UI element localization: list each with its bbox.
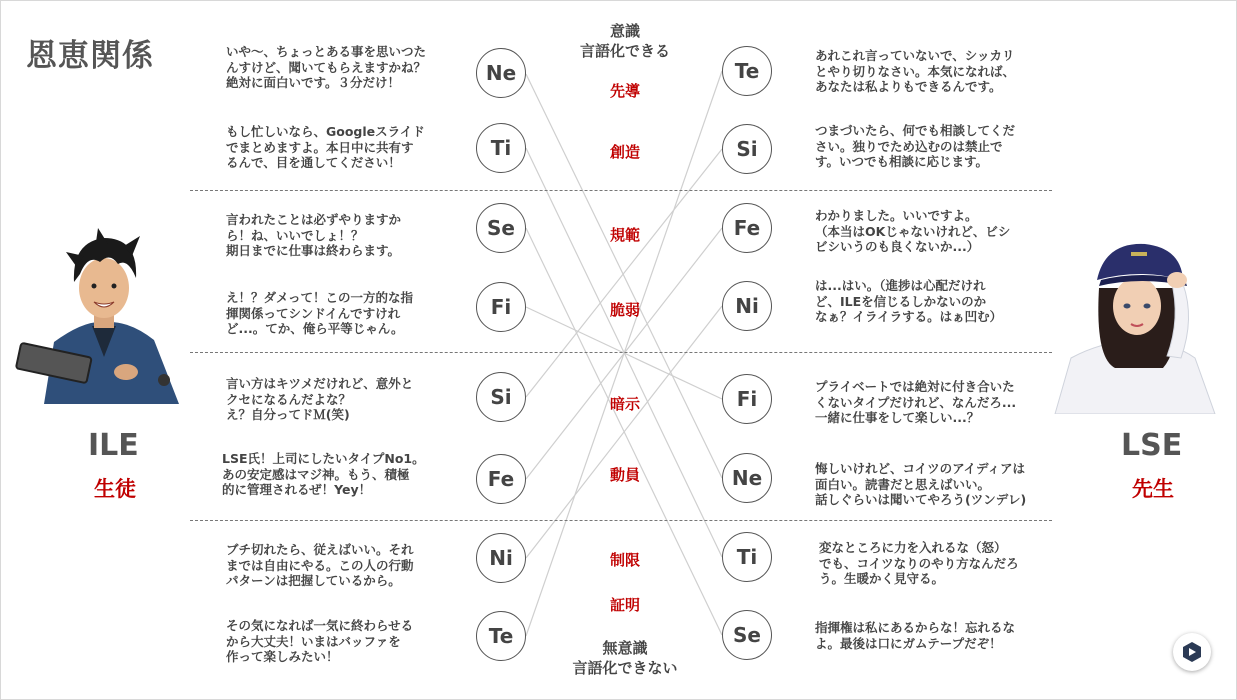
left-type-name: ILE [88,428,139,463]
girl-illustration [1045,228,1223,414]
left-quote-ti: もし忙しいなら、Googleスライド でまとめますよ。本日中に共有す るんで、目を通してください！ [226,124,425,170]
left-function-ti: Ti [476,123,526,173]
separator-line-3 [190,520,1052,521]
left-function-fi: Fi [476,282,526,332]
left-quote-si: 言い方はキツメだけれど、意外と クセになるんだよな？ え？自分ってドＭ(笑) [226,376,414,422]
nonverbal-label: 言語化できない [572,659,678,677]
right-function-se: Se [722,610,772,660]
right-function-si: Si [722,124,772,174]
right-type-name: LSE [1121,428,1183,463]
left-role-label: 生徒 [94,477,136,501]
label-ignoring: 制限 [609,551,640,569]
left-quote-fe: LSE氏！上司にしたいタイプNo1。 あの安定感はマジ神。もう、積極 的に管理されるぜ！Yey！ [222,451,425,497]
left-quote-te: その気になれば一気に終わらせる から大丈夫！いまはバッファを 作って楽しみたい！ [226,618,414,664]
label-role: 規範 [609,226,640,244]
presentation-logo-icon[interactable] [1173,633,1211,671]
label-suggestive: 暗示 [609,395,640,413]
left-quote-ne: いや〜、ちょっとある事を思いつた んすけど、聞いてもらえますかね？ 絶対に面白いです。３分だけ！ [226,44,427,90]
right-quote-te: あれこれ言っていないで、シッカリ とやり切りなさい。本気になれば、 あなたは私よりもできるんです。 [815,48,1016,94]
left-quote-fi: え！？ダメって！この一方的な指 揮関係ってシンドイんですけれ ど...。てか、俺ら平等じゃん。 [226,290,414,336]
right-quote-ni: は...はい。（進捗は心配だけれ ど、ILEを信じるしかないのか なぁ？イライラする。はぁ凹む） [815,278,1003,324]
left-function-ne: Ne [476,48,526,98]
label-vulnerable: 脆弱 [609,301,640,319]
separator-line-1 [190,190,1052,191]
right-quote-fe: わかりました。いいですよ。 （本当はOKじゃないけれど、ビシ ビシいうのも良くないか...） [815,208,1011,254]
left-function-fe: Fe [476,454,526,504]
right-quote-ti: 変なところに力を入れるな（怒） でも、コイツなりのやり方なんだろ う。生暖かく見守る。 [819,540,1019,586]
right-function-te: Te [722,46,772,96]
line-si-si [526,149,722,397]
boy-illustration [14,222,190,404]
separator-line-2 [190,352,1052,353]
verbalizable-label: 言語化できる [579,42,670,60]
right-role-label: 先生 [1132,477,1174,501]
conscious-label: 意識 [609,22,640,40]
line-ne-ne [526,74,722,478]
right-quote-se: 指揮権は私にあるからな！忘れるな よ。最後は口にガムテープだぞ！ [815,620,1016,651]
right-quote-si: つまづいたら、何でも相談してくだ さい。独りでため込むのは禁止で す。いつでも相談に応じます。 [815,123,1016,169]
label-leading: 先導 [609,82,640,100]
label-creative: 創造 [609,143,640,161]
right-function-fi: Fi [722,374,772,424]
left-function-ni: Ni [476,533,526,583]
right-function-ni: Ni [722,281,772,331]
page-title: 恩恵関係 [26,38,154,74]
right-quote-fi: プライベートでは絶対に付き合いた くないタイプだけれど、なんだろ... 一緒に仕事をして楽しい...？ [815,379,1017,425]
right-function-ne: Ne [722,453,772,503]
left-function-te: Te [476,611,526,661]
right-function-fe: Fe [722,203,772,253]
unconscious-label: 無意識 [602,639,648,657]
left-quote-se: 言われたことは必ずやりますか ら！ね、いいでしょ！？ 期日までに仕事は終わらます。 [226,212,402,258]
right-quote-ne: 悔しいけれど、コイツのアイディアは 面白い。読書だと思えばいい。 話しぐらいは聞いてやろう(ツンデレ) [815,461,1027,507]
left-function-se: Se [476,203,526,253]
right-function-ti: Ti [722,532,772,582]
label-mobilizing: 動員 [609,466,640,484]
left-quote-ni: ブチ切れたら、従えばいい。それ までは自由にやる。この人の行動 パターンは把握しているから。 [226,542,414,588]
left-function-si: Si [476,372,526,422]
label-demonstrative: 証明 [609,596,640,614]
